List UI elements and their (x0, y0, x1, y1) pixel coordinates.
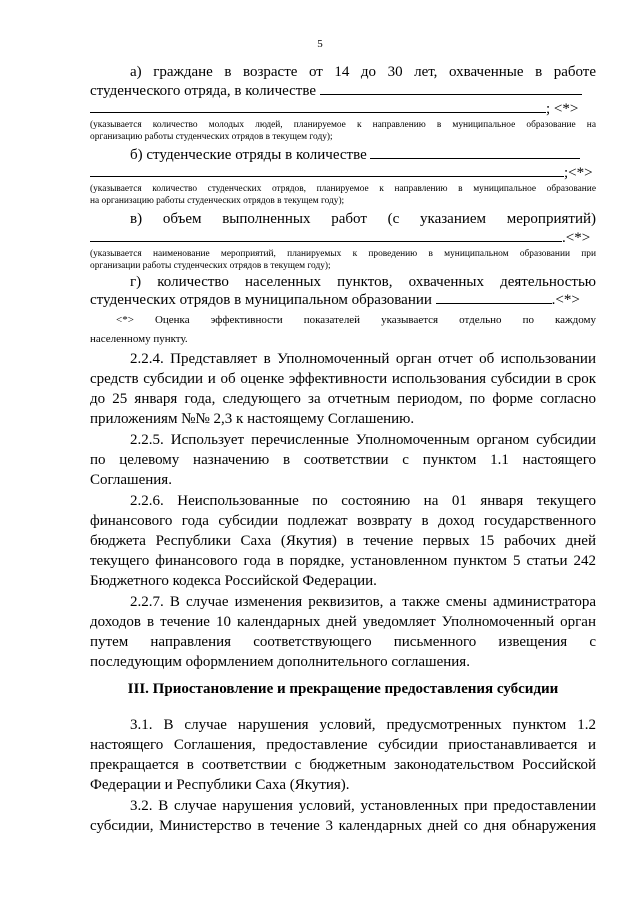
para-31-line-2: настоящего Соглашения, предоставление субсидии приостанавливается и (90, 737, 596, 753)
item-d-mark: .<*> (551, 292, 580, 308)
para-226-line-4: текущего финансового года в порядке, установленном пунктом 5 статьи 242 (90, 553, 596, 569)
item-c-line-2 (90, 229, 596, 247)
item-c-note-2: организации работы студенческих отрядов в текущем году); (90, 261, 331, 271)
para-31-line-4: Федерации и Республики Саха (Якутия). (90, 777, 350, 793)
footnote-line-2: населенному пункту. (90, 333, 188, 345)
item-c-line-1: в) объем выполненных работ (с указанием мероприятий) (130, 211, 596, 227)
item-a-note-1: (указывается количество молодых людей, планируемое к направлению в муниципальное образование на (90, 120, 596, 130)
para-224-line-1: 2.2.4. Представляет в Уполномоченный орган отчет об использовании (130, 351, 596, 367)
para-31-line-3: прекращается в соответствии с бюджетным законодательством Российской (90, 757, 596, 773)
para-227-line-4: последующим оформлением дополнительного соглашения. (90, 654, 470, 670)
item-a-mark: ; <*> (546, 101, 579, 117)
para-227-line-3: путем направления соответствующего письменного извещения с (90, 634, 596, 650)
para-226-line-2: финансового года субсидии подлежат возврату в доход государственного (90, 513, 596, 529)
item-a-line-2 (90, 82, 596, 100)
item-a-note-2: организацию работы студенческих отрядов в текущем году); (90, 132, 333, 142)
para-226-line-1: 2.2.6. Неиспользованные по состоянию на 01 января текущего (130, 493, 596, 509)
item-a-blank-2 (90, 100, 546, 113)
para-31-line-1: 3.1. В случае нарушения условий, предусмотренных пунктом 1.2 (130, 717, 596, 733)
para-32-line-2: субсидии, Министерство в течение 3 календарных дней со дня обнаружения (90, 818, 596, 834)
item-a-label: студенческого отряда, в количестве (90, 83, 317, 99)
item-a-blank-1 (320, 82, 582, 95)
item-c-blank (90, 229, 562, 242)
item-d-label: студенческих отрядов в муниципальном образовании (90, 292, 432, 308)
para-32-line-1: 3.2. В случае нарушения условий, установленных при предоставлении (130, 798, 596, 814)
page-number: 5 (317, 38, 323, 50)
item-c-mark: .<*> (562, 230, 591, 246)
para-227-line-2: доходов в течение 10 календарных дней уведомляет Уполномоченный орган (90, 614, 596, 630)
para-225-line-3: Соглашения. (90, 472, 172, 488)
footnote-line-1: <*> Оценка эффективности показателей указывается отдельно по каждому (116, 314, 596, 326)
item-d-line-1: г) количество населенных пунктов, охваченных деятельностью (130, 274, 596, 290)
para-224-line-3: до 25 января года, следующего за отчетным периодом, по форме согласно (90, 391, 596, 407)
item-b-label: б) студенческие отряды в количестве (130, 147, 367, 163)
para-227-line-1: 2.2.7. В случае изменения реквизитов, а также смены администратора (130, 594, 596, 610)
item-b-note-2: на организацию работы студенческих отрядов в текущем году); (90, 196, 345, 206)
item-b-note-1: (указывается количество студенческих отрядов, планируемое к направлению в муниципальное образование (90, 184, 596, 194)
para-225-line-1: 2.2.5. Использует перечисленные Уполномоченным органом субсидии (130, 432, 596, 448)
item-a-line-3 (90, 100, 596, 118)
item-c-note-1: (указывается наименование мероприятий, планируемых к проведению в муниципальном образовании при (90, 249, 596, 259)
item-a-line-1: а) граждане в возрасте от 14 до 30 лет, охваченные в работе (130, 64, 596, 80)
item-d-line-2 (90, 291, 596, 309)
para-224-line-2: средств субсидии и об оценке эффективности использования субсидии в срок (90, 371, 596, 387)
para-226-line-3: бюджета Республики Саха (Якутия) в течение первых 15 рабочих дней (90, 533, 596, 549)
item-b-line-1 (90, 146, 596, 164)
item-b-blank-1 (370, 146, 580, 159)
item-b-line-2 (90, 164, 596, 182)
para-224-line-4: приложениям №№ 2,3 к настоящему Соглашению. (90, 411, 415, 427)
para-226-line-5: Бюджетного кодекса Российской Федерации. (90, 573, 377, 589)
item-b-blank-2 (90, 164, 564, 177)
item-d-blank (436, 291, 552, 304)
section-3-heading: III. Приостановление и прекращение предоставления субсидии (127, 681, 559, 697)
para-225-line-2: по целевому назначению в соответствии с пунктом 1.1 настоящего (90, 452, 596, 468)
item-b-mark: ;<*> (564, 165, 593, 181)
